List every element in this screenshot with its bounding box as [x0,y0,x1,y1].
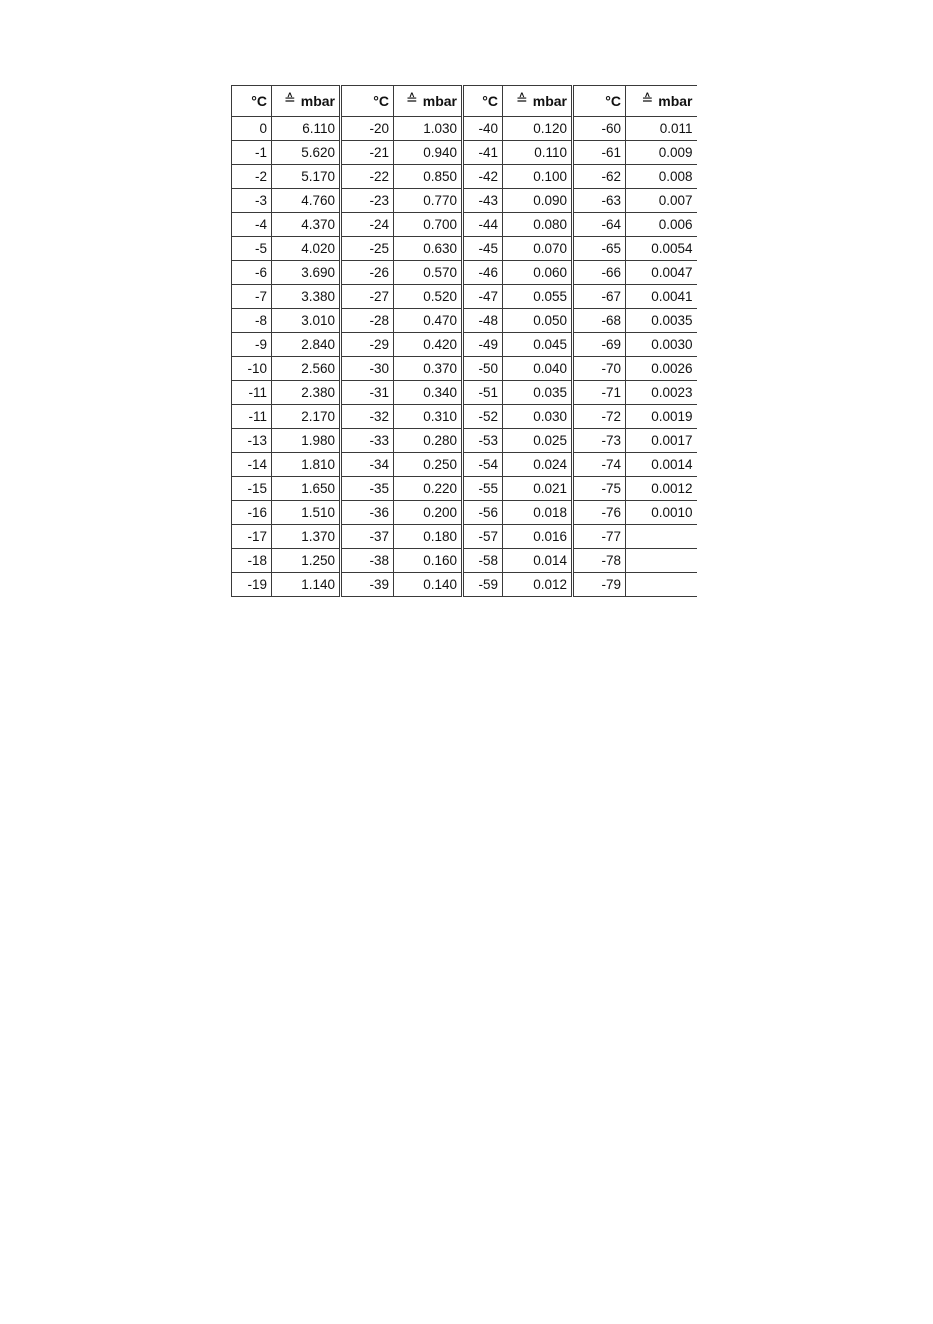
pressure-cell: 0.060 [503,261,573,285]
temperature-cell: -33 [341,429,394,453]
pressure-cell: 2.170 [272,405,341,429]
temperature-cell: -52 [463,405,503,429]
temperature-cell: -79 [573,573,626,597]
temperature-cell: -29 [341,333,394,357]
temperature-cell: -21 [341,141,394,165]
temperature-cell: -31 [341,381,394,405]
pressure-unit: mbar [300,92,335,109]
temperature-cell: -41 [463,141,503,165]
temperature-cell: -10 [232,357,272,381]
temperature-cell: -19 [232,573,272,597]
temperature-cell: -59 [463,573,503,597]
table-header-row [232,86,697,117]
pressure-cell: 0.0019 [626,405,697,429]
temperature-cell: -53 [463,429,503,453]
temperature-cell: -8 [232,309,272,333]
pressure-cell: 0.035 [503,381,573,405]
temperature-cell: -57 [463,525,503,549]
temperature-cell: -11 [232,381,272,405]
temperature-cell: -68 [573,309,626,333]
temperature-cell: -39 [341,573,394,597]
pressure-cell: 0.025 [503,429,573,453]
temperature-cell: -2 [232,165,272,189]
pressure-cell: 0.250 [394,453,463,477]
pressure-cell [626,549,697,573]
pressure-cell: 0.0012 [626,477,697,501]
header-temperature-3: °C [573,86,626,117]
table-row [232,429,697,453]
temperature-cell: -30 [341,357,394,381]
table-row [232,189,697,213]
table-row [232,117,697,141]
pressure-cell: 3.010 [272,309,341,333]
temperature-cell: -28 [341,309,394,333]
temperature-cell: -18 [232,549,272,573]
pressure-cell: 0.011 [626,117,697,141]
header-pressure-0 [272,86,341,117]
temperature-cell: -47 [463,285,503,309]
table-row [232,237,697,261]
temperature-cell: -36 [341,501,394,525]
pressure-cell: 0.006 [626,213,697,237]
temperature-cell: -61 [573,141,626,165]
temperature-cell: -32 [341,405,394,429]
temperature-cell: -34 [341,453,394,477]
corresponds-symbol: ≙ [516,90,528,107]
temperature-cell: -42 [463,165,503,189]
table-row [232,501,697,525]
pressure-cell: 0.016 [503,525,573,549]
header-pressure-1 [394,86,463,117]
temperature-cell: -64 [573,213,626,237]
pressure-cell [626,525,697,549]
pressure-cell: 0.0014 [626,453,697,477]
pressure-unit: mbar [532,92,567,109]
table-row [232,261,697,285]
pressure-cell: 0.007 [626,189,697,213]
temperature-cell: -62 [573,165,626,189]
pressure-cell: 1.140 [272,573,341,597]
table-body [232,117,697,597]
table-row [232,477,697,501]
temperature-cell: -22 [341,165,394,189]
pressure-cell: 0.0030 [626,333,697,357]
temperature-cell: -4 [232,213,272,237]
temperature-cell: -1 [232,141,272,165]
temperature-cell: -63 [573,189,626,213]
pressure-cell: 0.008 [626,165,697,189]
temperature-cell: -46 [463,261,503,285]
header-temperature-1: °C [341,86,394,117]
table-row [232,357,697,381]
temperature-cell: -49 [463,333,503,357]
table-row [232,165,697,189]
temperature-cell: -73 [573,429,626,453]
temperature-cell: -37 [341,525,394,549]
temperature-cell: -6 [232,261,272,285]
temperature-cell: -40 [463,117,503,141]
pressure-cell: 0.160 [394,549,463,573]
temperature-cell: -7 [232,285,272,309]
temperature-cell: -9 [232,333,272,357]
pressure-cell: 4.760 [272,189,341,213]
temperature-cell: -77 [573,525,626,549]
pressure-cell: 0.0035 [626,309,697,333]
pressure-cell: 0.080 [503,213,573,237]
pressure-cell: 0.045 [503,333,573,357]
temperature-cell: -13 [232,429,272,453]
pressure-cell [626,573,697,597]
temperature-cell: -69 [573,333,626,357]
table-row [232,333,697,357]
pressure-cell: 0.120 [503,117,573,141]
temperature-cell: -17 [232,525,272,549]
pressure-cell: 1.980 [272,429,341,453]
pressure-cell: 0.770 [394,189,463,213]
table-row [232,573,697,597]
temperature-cell: -67 [573,285,626,309]
temperature-cell: -38 [341,549,394,573]
temperature-cell: -74 [573,453,626,477]
temperature-cell: -45 [463,237,503,261]
pressure-cell: 0.200 [394,501,463,525]
table-row [232,405,697,429]
temperature-cell: -15 [232,477,272,501]
temperature-cell: -72 [573,405,626,429]
pressure-unit: mbar [658,92,693,109]
pressure-cell: 1.370 [272,525,341,549]
vapor-pressure-table [231,85,697,597]
pressure-cell: 0.340 [394,381,463,405]
temperature-cell: -27 [341,285,394,309]
pressure-cell: 0.0026 [626,357,697,381]
pressure-cell: 0.012 [503,573,573,597]
pressure-cell: 0.220 [394,477,463,501]
temperature-cell: -14 [232,453,272,477]
temperature-cell: -75 [573,477,626,501]
pressure-cell: 0.850 [394,165,463,189]
pressure-cell: 1.650 [272,477,341,501]
temperature-cell: -66 [573,261,626,285]
pressure-cell: 0.0047 [626,261,697,285]
pressure-cell: 0.040 [503,357,573,381]
table-row [232,309,697,333]
pressure-cell: 0.090 [503,189,573,213]
pressure-cell: 1.030 [394,117,463,141]
pressure-cell: 0.055 [503,285,573,309]
pressure-cell: 2.840 [272,333,341,357]
temperature-cell: -16 [232,501,272,525]
pressure-cell: 0.0010 [626,501,697,525]
pressure-cell: 0.018 [503,501,573,525]
pressure-cell: 4.370 [272,213,341,237]
temperature-cell: 0 [232,117,272,141]
pressure-cell: 2.380 [272,381,341,405]
header-temperature-2: °C [463,86,503,117]
temperature-cell: -51 [463,381,503,405]
pressure-cell: 0.180 [394,525,463,549]
temperature-cell: -35 [341,477,394,501]
pressure-cell: 0.070 [503,237,573,261]
pressure-cell: 0.050 [503,309,573,333]
table-row [232,213,697,237]
corresponds-symbol: ≙ [284,90,296,107]
temperature-cell: -54 [463,453,503,477]
table-row [232,549,697,573]
pressure-cell: 0.0023 [626,381,697,405]
pressure-cell: 0.140 [394,573,463,597]
pressure-cell: 1.810 [272,453,341,477]
pressure-cell: 0.630 [394,237,463,261]
pressure-cell: 1.250 [272,549,341,573]
temperature-cell: -65 [573,237,626,261]
pressure-cell: 0.310 [394,405,463,429]
temperature-cell: -58 [463,549,503,573]
pressure-cell: 3.690 [272,261,341,285]
temperature-cell: -70 [573,357,626,381]
corresponds-symbol: ≙ [406,90,418,107]
pressure-cell: 0.009 [626,141,697,165]
table-row [232,141,697,165]
temperature-cell: -50 [463,357,503,381]
pressure-cell: 0.940 [394,141,463,165]
pressure-cell: 0.014 [503,549,573,573]
pressure-cell: 1.510 [272,501,341,525]
pressure-cell: 2.560 [272,357,341,381]
temperature-cell: -55 [463,477,503,501]
header-pressure-2 [503,86,573,117]
pressure-cell: 0.021 [503,477,573,501]
table-row [232,285,697,309]
pressure-unit: mbar [422,92,457,109]
pressure-cell: 0.570 [394,261,463,285]
corresponds-symbol: ≙ [641,90,654,107]
temperature-cell: -44 [463,213,503,237]
header-pressure-3 [626,86,697,117]
header-temperature-0: °C [232,86,272,117]
temperature-cell: -23 [341,189,394,213]
table-row [232,381,697,405]
temperature-cell: -76 [573,501,626,525]
temperature-cell: -26 [341,261,394,285]
temperature-cell: -43 [463,189,503,213]
temperature-cell: -20 [341,117,394,141]
pressure-cell: 0.030 [503,405,573,429]
pressure-cell: 0.0054 [626,237,697,261]
pressure-cell: 0.280 [394,429,463,453]
pressure-cell: 5.170 [272,165,341,189]
pressure-cell: 0.370 [394,357,463,381]
pressure-cell: 0.700 [394,213,463,237]
table-row [232,525,697,549]
temperature-cell: -56 [463,501,503,525]
temperature-cell: -5 [232,237,272,261]
temperature-cell: -48 [463,309,503,333]
pressure-cell: 5.620 [272,141,341,165]
temperature-cell: -78 [573,549,626,573]
pressure-cell: 6.110 [272,117,341,141]
temperature-cell: -60 [573,117,626,141]
pressure-cell: 0.470 [394,309,463,333]
pressure-cell: 0.520 [394,285,463,309]
pressure-cell: 0.024 [503,453,573,477]
temperature-cell: -3 [232,189,272,213]
temperature-cell: -25 [341,237,394,261]
pressure-cell: 4.020 [272,237,341,261]
table-row [232,453,697,477]
pressure-cell: 0.110 [503,141,573,165]
temperature-cell: -11 [232,405,272,429]
pressure-cell: 0.0041 [626,285,697,309]
pressure-cell: 0.0017 [626,429,697,453]
pressure-cell: 0.100 [503,165,573,189]
temperature-cell: -71 [573,381,626,405]
pressure-cell: 3.380 [272,285,341,309]
temperature-cell: -24 [341,213,394,237]
pressure-cell: 0.420 [394,333,463,357]
